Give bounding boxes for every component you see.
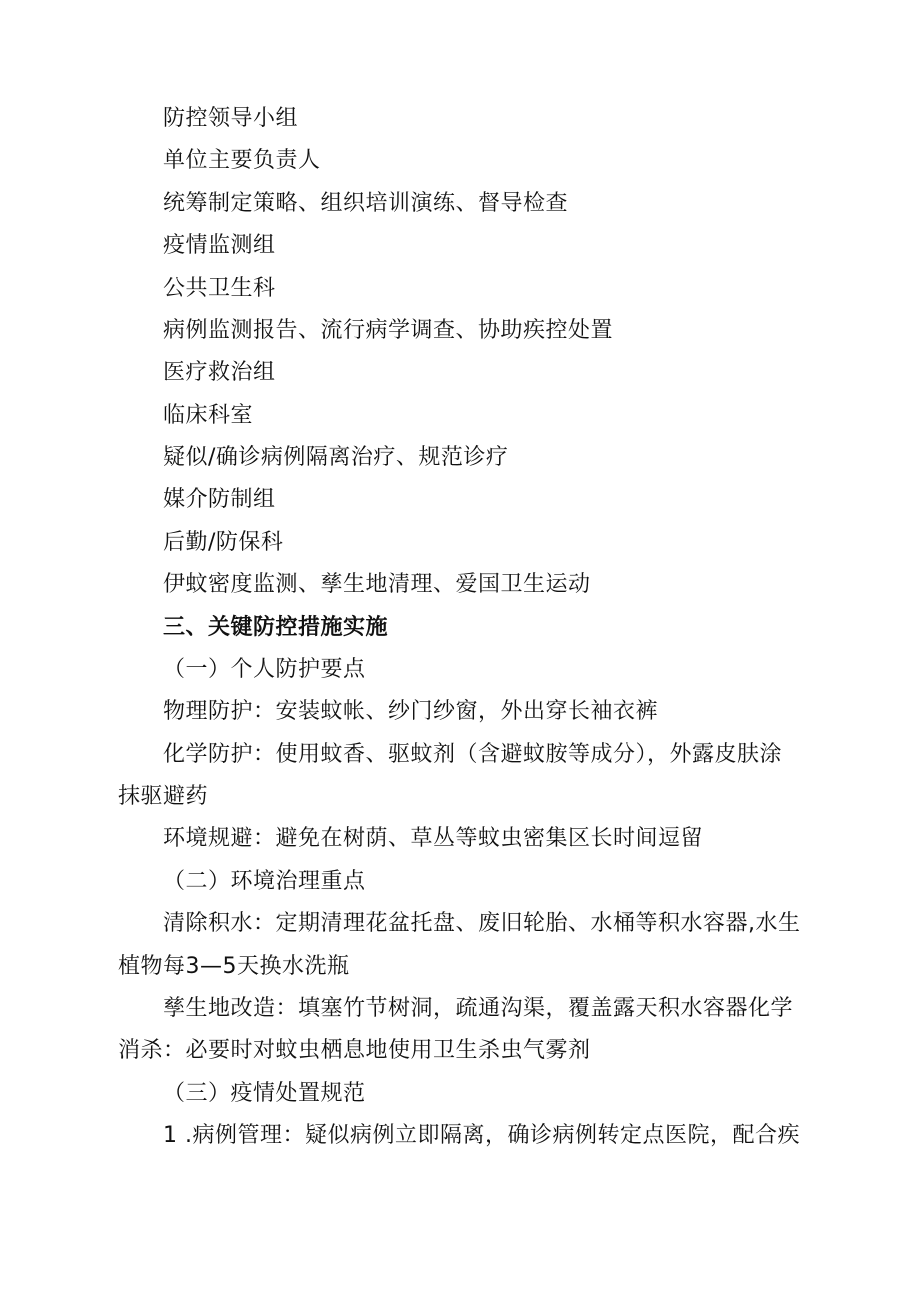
- text-line: 公共卫生科: [163, 276, 276, 301]
- text-line: 环境规避：避免在树荫、草丛等蚊虫密集区长时间逗留: [163, 826, 704, 851]
- text-line: 临床科室: [163, 403, 254, 428]
- text-line: 清除积水：定期清理花盆托盘、废旧轮胎、水桶等积水容器,水生: [163, 911, 801, 936]
- subsection-heading: （三）疫情处置规范: [163, 1081, 366, 1106]
- text-line: 物理防护：安装蚊帐、纱门纱窗，外出穿长袖衣裤: [163, 699, 659, 724]
- text-line: 防控领导小组: [163, 106, 299, 131]
- text-line: 媒介防制组: [163, 487, 276, 512]
- text-line: 医疗救治组: [163, 360, 276, 385]
- text-line: 1 .病例管理：疑似病例立即隔离，确诊病例转定点医院，配合疾: [163, 1123, 800, 1148]
- text-line: 病例监测报告、流行病学调查、协助疾控处置: [163, 318, 614, 343]
- text-line: 化学防护：使用蚊香、驱蚊剂（含避蚊胺等成分），外露皮肤涂: [163, 742, 783, 767]
- section-heading: 三、关键防控措施实施: [163, 615, 389, 640]
- text-line: 单位主要负责人: [163, 148, 321, 173]
- text-line: 疑似/确诊病例隔离治疗、规范诊疗: [163, 445, 509, 470]
- text-line: 消杀：必要时对蚊虫栖息地使用卫生杀虫气雾剂: [118, 1038, 591, 1063]
- subsection-heading: （二）环境治理重点: [163, 869, 366, 894]
- text-line: 孳生地改造：填塞竹节树洞，疏通沟渠，覆盖露天积水容器化学: [163, 996, 794, 1021]
- subsection-heading: （一）个人防护要点: [163, 657, 366, 682]
- text-line: 统筹制定策略、组织培训演练、督导检查: [163, 191, 569, 216]
- text-line: 后勤/防保科: [163, 530, 284, 555]
- text-line: 疫情监测组: [163, 233, 276, 258]
- text-line: 植物每3—5天换水洗瓶: [118, 954, 350, 979]
- text-line: 伊蚊密度监测、孳生地清理、爱国卫生运动: [163, 572, 591, 597]
- text-line: 抹驱避药: [118, 784, 209, 809]
